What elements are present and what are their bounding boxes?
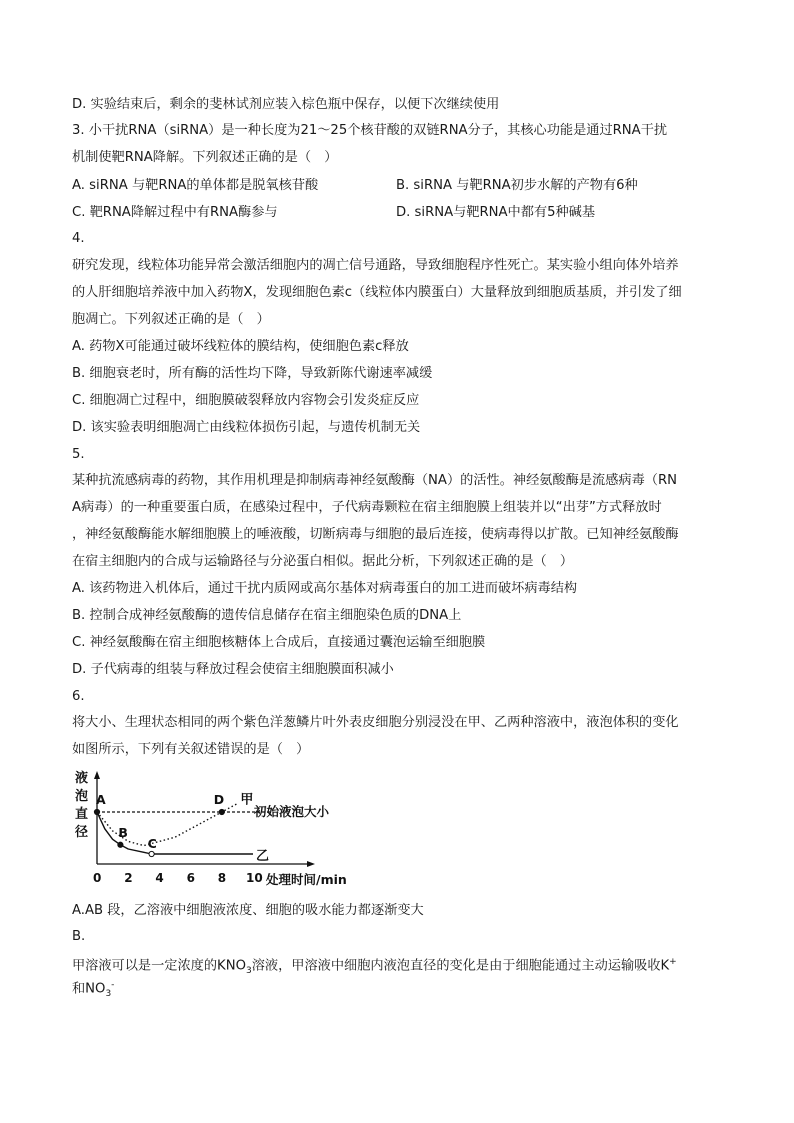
q6-b-part1: 甲溶液可以是一定浓度的KNO <box>72 958 246 974</box>
y-axis-label-char: 径 <box>75 825 89 840</box>
q4-option-d: D. 该实验表明细胞凋亡由线粒体损伤引起，与遗传机制无关 <box>72 420 421 435</box>
q3-option-a: A. siRNA 与靶RNA的单体都是脱氧核苷酸 <box>72 178 319 193</box>
q6-option-a: A.AB 段，乙溶液中细胞液浓度、细胞的吸水能力都逐渐变大 <box>72 903 424 918</box>
point-marker-c <box>149 851 154 856</box>
point-marker-b <box>118 842 123 847</box>
q5-option-b: B. 控制合成神经氨酸酶的遗传信息储存在宿主细胞染色质的DNA上 <box>72 608 462 623</box>
question-4-stem-cont: 的人肝细胞培养液中加入药物X，发现细胞色素c（线粒体内膜蛋白）大量释放到细胞质基质，并引发了细 <box>72 285 682 300</box>
series-label: 乙 <box>256 849 270 864</box>
q5-option-a: A. 该药物进入机体后，通过干扰内质网或高尔基体对病毒蛋白的加工进而破坏病毒结构 <box>72 581 578 596</box>
q6-option-b-label: B. <box>72 929 86 944</box>
x-tick-label: 2 <box>124 871 133 885</box>
point-marker-d <box>219 809 224 814</box>
question-4-number: 4. <box>72 231 85 246</box>
vacuole-diameter-chart <box>70 768 370 893</box>
point-label-b: B <box>118 824 128 840</box>
q6-b-sub1: 3 <box>245 966 252 977</box>
question-4-stem: 研究发现，线粒体功能异常会激活细胞内的凋亡信号通路，导致细胞程序性死亡。某实验小组向体外培养 <box>72 258 679 273</box>
q4-option-b: B. 细胞衰老时，所有酶的活性均下降，导致新陈代谢速率减缓 <box>72 366 433 381</box>
q3-option-d: D. siRNA与靶RNA中都有5种碱基 <box>396 205 596 220</box>
y-axis-label-char: 液 <box>75 771 89 786</box>
question-3-stem-cont: 机制使靶RNA降解。下列叙述正确的是（ ） <box>72 150 338 165</box>
point-label-c: C <box>147 836 157 851</box>
x-tick-label: 6 <box>186 871 195 885</box>
reference-line-label: 初始液泡大小 <box>254 804 330 819</box>
x-tick-label: 10 <box>246 871 263 885</box>
x-axis-label: 处理时间/min <box>266 872 347 887</box>
q5-option-d: D. 子代病毒的组装与释放过程会使宿主细胞膜面积减小 <box>72 662 394 677</box>
question-6-stem: 将大小、生理状态相同的两个紫色洋葱鳞片叶外表皮细胞分别浸没在甲、乙两种溶液中，液泡体积的变化 <box>72 715 679 730</box>
q5-option-c: C. 神经氨酸酶在宿主细胞核糖体上合成后，直接通过囊泡运输至细胞膜 <box>72 635 486 650</box>
x-tick-label: 0 <box>93 871 102 885</box>
q3-option-c: C. 靶RNA降解过程中有RNA酶参与 <box>72 205 278 220</box>
series-label: 甲 <box>240 792 254 808</box>
x-axis-arrow <box>307 861 315 867</box>
q6-b-part2: 溶液，甲溶液中细胞内液泡直径的变化是由于细胞能通过主动运输吸收K <box>251 958 670 974</box>
option-d-q2: D. 实验结束后，剩余的斐林试剂应装入棕色瓶中保存，以便下次继续使用 <box>72 97 500 112</box>
chart-svg <box>70 768 370 893</box>
y-axis-arrow <box>94 771 100 779</box>
q6-b-part3: 和NO <box>72 981 106 997</box>
question-6-number: 6. <box>72 689 85 704</box>
q6-b-sup1: + <box>669 957 677 967</box>
question-6-stem-cont: 如图所示，下列有关叙述错误的是（ ） <box>72 742 310 757</box>
question-5-stem: 某种抗流感病毒的药物，其作用机理是抑制病毒神经氨酸酶（NA）的活性。神经氨酸酶是流感病毒（RN <box>72 473 677 488</box>
question-5-stem-2: A病毒）的一种重要蛋白质，在感染过程中，子代病毒颗粒在宿主细胞膜上组装并以“出芽”方式释放时 <box>72 500 662 515</box>
q6-option-b-text <box>72 953 677 980</box>
y-axis-label-char: 泡 <box>75 789 89 804</box>
question-5-number: 5. <box>72 447 85 462</box>
question-5-stem-4: 在宿主细胞内的合成与运输路径与分泌蛋白相似。据此分析，下列叙述正确的是（ ） <box>72 554 574 569</box>
point-label-d: D <box>213 792 225 807</box>
q6-option-b-text-2 <box>72 976 114 1003</box>
point-label-a: A <box>96 792 106 807</box>
y-axis-label-char: 直 <box>75 807 89 822</box>
x-tick-label: 4 <box>155 871 164 885</box>
question-5-stem-3: ，神经氨酸酶能水解细胞膜上的唾液酸，切断病毒与细胞的最后连接，使病毒得以扩散。已知神经氨酸酶 <box>72 527 679 542</box>
x-tick-label: 8 <box>217 871 227 885</box>
q4-option-c: C. 细胞凋亡过程中，细胞膜破裂释放内容物会引发炎症反应 <box>72 393 420 408</box>
question-4-stem-end: 胞凋亡。下列叙述正确的是（ ） <box>72 312 270 327</box>
q6-b-sub2: 3 <box>105 989 112 1000</box>
q3-option-b: B. siRNA 与靶RNA初步水解的产物有6种 <box>396 178 638 193</box>
question-3-stem: 3. 小干扰RNA（siRNA）是一种长度为21～25个核苷酸的双链RNA分子，其核心功能是通过RNA干扰 <box>72 123 668 138</box>
point-marker-a <box>94 809 99 814</box>
q4-option-a: A. 药物X可能通过破坏线粒体的膜结构，使细胞色素c释放 <box>72 339 409 354</box>
q6-b-sup2: - <box>111 980 115 990</box>
